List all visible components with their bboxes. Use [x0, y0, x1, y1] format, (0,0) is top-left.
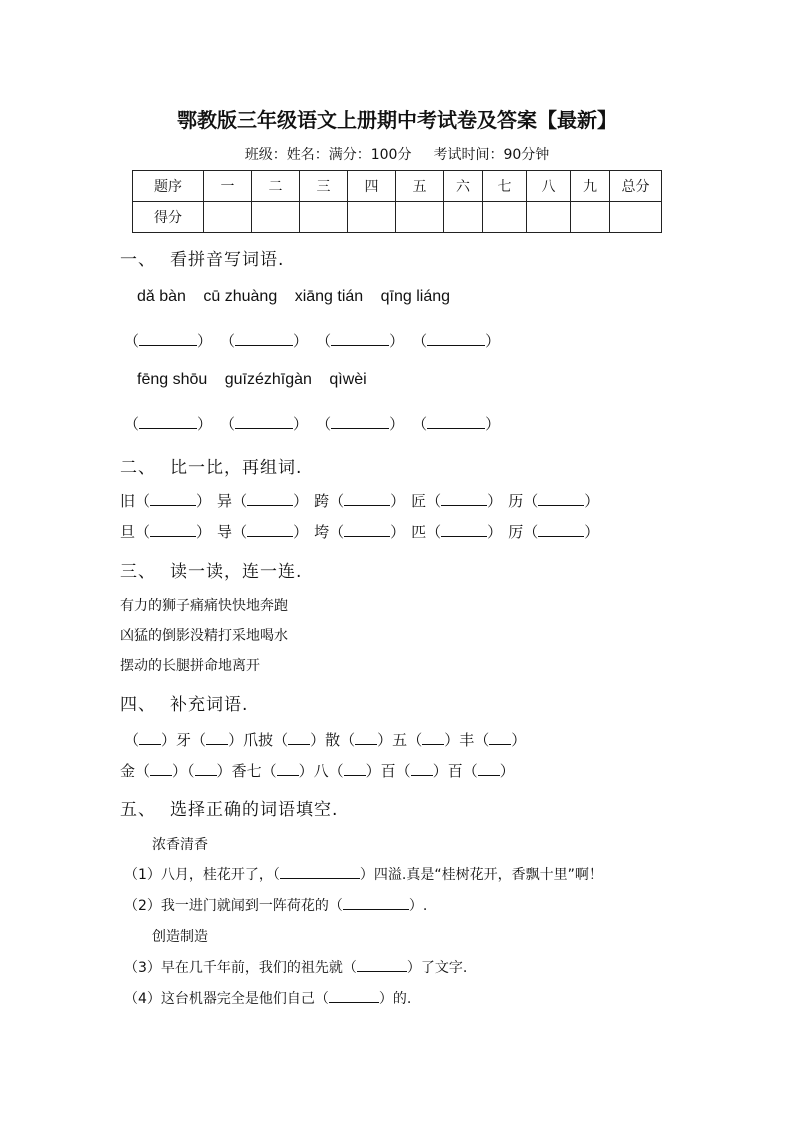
section-4-heading: [120, 690, 248, 715]
word-group: 浓香清香: [152, 837, 208, 853]
pinyin-item: guīzézhīgàn: [224, 371, 312, 388]
score-cell[interactable]: [610, 202, 662, 233]
fill-text: 丰: [459, 731, 475, 749]
answer-blank[interactable]: [150, 761, 172, 776]
section-1-heading: [120, 245, 284, 270]
section-number: 二、: [120, 458, 156, 478]
answer-blank[interactable]: [331, 414, 389, 429]
answer-blank[interactable]: [427, 414, 485, 429]
header-cell: 三: [300, 171, 348, 202]
pinyin-row-2: [137, 371, 380, 389]
compare-char: 历: [508, 492, 524, 510]
fill-text: 八: [313, 762, 329, 780]
page-title: 鄂教版三年级语文上册期中考试卷及答案【最新】: [177, 108, 617, 132]
pinyin-item: qīng liáng: [380, 288, 451, 305]
info-time: 考试时间：90分钟: [433, 147, 550, 163]
score-cell[interactable]: [204, 202, 252, 233]
compare-char: 匠: [411, 492, 427, 510]
header-cell: 四: [348, 171, 396, 202]
exam-info: [0, 144, 794, 164]
fill-text: 散: [325, 731, 341, 749]
header-cell: 九: [571, 171, 610, 202]
answer-blank[interactable]: [355, 730, 377, 745]
answer-blank[interactable]: [344, 491, 390, 506]
score-cell[interactable]: [527, 202, 571, 233]
connect-line: 凶猛的倒影没精打采地喝水: [120, 628, 288, 644]
answer-blank[interactable]: [150, 491, 196, 506]
score-table: [132, 170, 662, 233]
answer-blank[interactable]: [441, 522, 487, 537]
question-text: （1）八月，桂花开了，（: [124, 867, 280, 883]
fill-text: 百: [447, 762, 463, 780]
question-1: [124, 864, 603, 884]
compare-char: 旧: [120, 492, 136, 510]
compare-char: 垮: [314, 523, 330, 541]
section-title: 读一读，连一连.: [170, 562, 303, 582]
section-title: 选择正确的词语填空.: [170, 800, 339, 820]
fill-text: 爪披: [243, 731, 274, 749]
compare-char: 导: [217, 523, 233, 541]
answer-blank[interactable]: [139, 414, 197, 429]
question-text: ）四溢.真是“桂树花开，香飘十里”啊！: [359, 867, 603, 883]
answer-blank[interactable]: [422, 730, 444, 745]
fill-text: 五: [392, 731, 408, 749]
score-cell[interactable]: [300, 202, 348, 233]
question-text: （2）我一进门就闻到一阵荷花的（: [124, 898, 343, 914]
answer-blank[interactable]: [344, 522, 390, 537]
answer-blank[interactable]: [329, 988, 379, 1003]
pinyin-item: xiāng tián: [294, 288, 364, 305]
answer-row-2: （ ） （ ） （ ） （ ）: [124, 415, 501, 433]
fill-text: 牙: [176, 731, 192, 749]
fill-text: 百: [380, 762, 396, 780]
header-cell: 八: [527, 171, 571, 202]
pinyin-item: dǎ bàn: [137, 288, 186, 305]
header-cell: 七: [483, 171, 527, 202]
compare-row-2: 旦（ ） 导（ ） 垮（ ） 匹（ ） 厉（ ）: [120, 523, 600, 541]
info-class-name-score: 班级：姓名：满分：100分: [244, 147, 412, 163]
answer-blank[interactable]: [411, 761, 433, 776]
answer-blank[interactable]: [441, 491, 487, 506]
section-title: 比一比，再组词.: [170, 458, 303, 478]
answer-blank[interactable]: [277, 761, 299, 776]
score-table-score-row: [133, 202, 662, 233]
score-cell[interactable]: [348, 202, 396, 233]
section-5-heading: [120, 795, 338, 820]
pinyin-item: cū zhuàng: [203, 288, 278, 305]
header-cell: 二: [252, 171, 300, 202]
answer-blank[interactable]: [235, 414, 293, 429]
header-cell: 一: [204, 171, 252, 202]
fill-text: 金: [120, 762, 136, 780]
header-cell: 总分: [610, 171, 662, 202]
score-cell[interactable]: [252, 202, 300, 233]
section-number: 五、: [120, 800, 156, 820]
header-cell: 五: [396, 171, 444, 202]
pinyin-item: qìwèi: [329, 371, 367, 388]
score-cell[interactable]: [483, 202, 527, 233]
compare-char: 异: [217, 492, 233, 510]
answer-blank[interactable]: [489, 730, 511, 745]
pinyin-row-1: [137, 288, 463, 306]
pinyin-item: fēng shōu: [137, 371, 208, 388]
question-text: ）的.: [378, 991, 412, 1007]
answer-blank[interactable]: [538, 491, 584, 506]
answer-row-1: （ ） （ ） （ ） （ ）: [124, 332, 501, 350]
answer-blank[interactable]: [357, 957, 407, 972]
question-2: [124, 895, 427, 915]
answer-blank[interactable]: [235, 331, 293, 346]
question-text: ）.: [408, 898, 428, 914]
question-text: ）了文字.: [406, 960, 468, 976]
answer-blank[interactable]: [150, 522, 196, 537]
answer-blank[interactable]: [280, 864, 360, 879]
answer-blank[interactable]: [478, 761, 500, 776]
header-cell: 题序: [133, 171, 204, 202]
answer-blank[interactable]: [139, 730, 161, 745]
answer-blank[interactable]: [195, 761, 217, 776]
section-2-heading: [120, 453, 302, 478]
fill-words-row-1: （ ）牙（ ）爪披（ ）散（ ）五（ ）丰（ ）: [124, 731, 527, 749]
compare-row-1: 旧（ ） 异（ ） 跨（ ） 匠（ ） 历（ ）: [120, 492, 600, 510]
fill-text: 香七: [231, 762, 262, 780]
connect-line: 摆动的长腿拼命地离开: [120, 658, 260, 674]
question-text: （3）早在几千年前，我们的祖先就（: [124, 960, 357, 976]
question-text: （4）这台机器完全是他们自己（: [124, 991, 329, 1007]
answer-blank[interactable]: [427, 331, 485, 346]
answer-blank[interactable]: [538, 522, 584, 537]
section-number: 三、: [120, 562, 156, 582]
score-table-header-row: [133, 171, 662, 202]
answer-blank[interactable]: [206, 730, 228, 745]
answer-blank[interactable]: [344, 761, 366, 776]
score-cell[interactable]: [444, 202, 483, 233]
row-label: 得分: [133, 202, 204, 233]
section-number: 一、: [120, 250, 156, 270]
score-cell[interactable]: [396, 202, 444, 233]
section-title: 补充词语.: [170, 695, 249, 715]
answer-blank[interactable]: [247, 491, 293, 506]
question-4: [124, 988, 411, 1008]
section-title: 看拼音写词语.: [170, 250, 285, 270]
compare-char: 厉: [508, 523, 524, 541]
word-group: 创造制造: [152, 929, 208, 945]
section-3-heading: [120, 557, 302, 582]
answer-blank[interactable]: [139, 331, 197, 346]
answer-blank[interactable]: [331, 331, 389, 346]
answer-blank[interactable]: [288, 730, 310, 745]
compare-char: 匹: [411, 523, 427, 541]
header-cell: 六: [444, 171, 483, 202]
connect-line: 有力的狮子痛痛快快地奔跑: [120, 598, 288, 614]
question-3: [124, 957, 467, 977]
score-cell[interactable]: [571, 202, 610, 233]
answer-blank[interactable]: [247, 522, 293, 537]
answer-blank[interactable]: [343, 895, 409, 910]
fill-words-row-2: 金（ ）（ ）香七（ ）八（ ）百（ ）百（ ）: [120, 762, 515, 780]
compare-char: 旦: [120, 523, 136, 541]
compare-char: 跨: [314, 492, 330, 510]
section-number: 四、: [120, 695, 156, 715]
